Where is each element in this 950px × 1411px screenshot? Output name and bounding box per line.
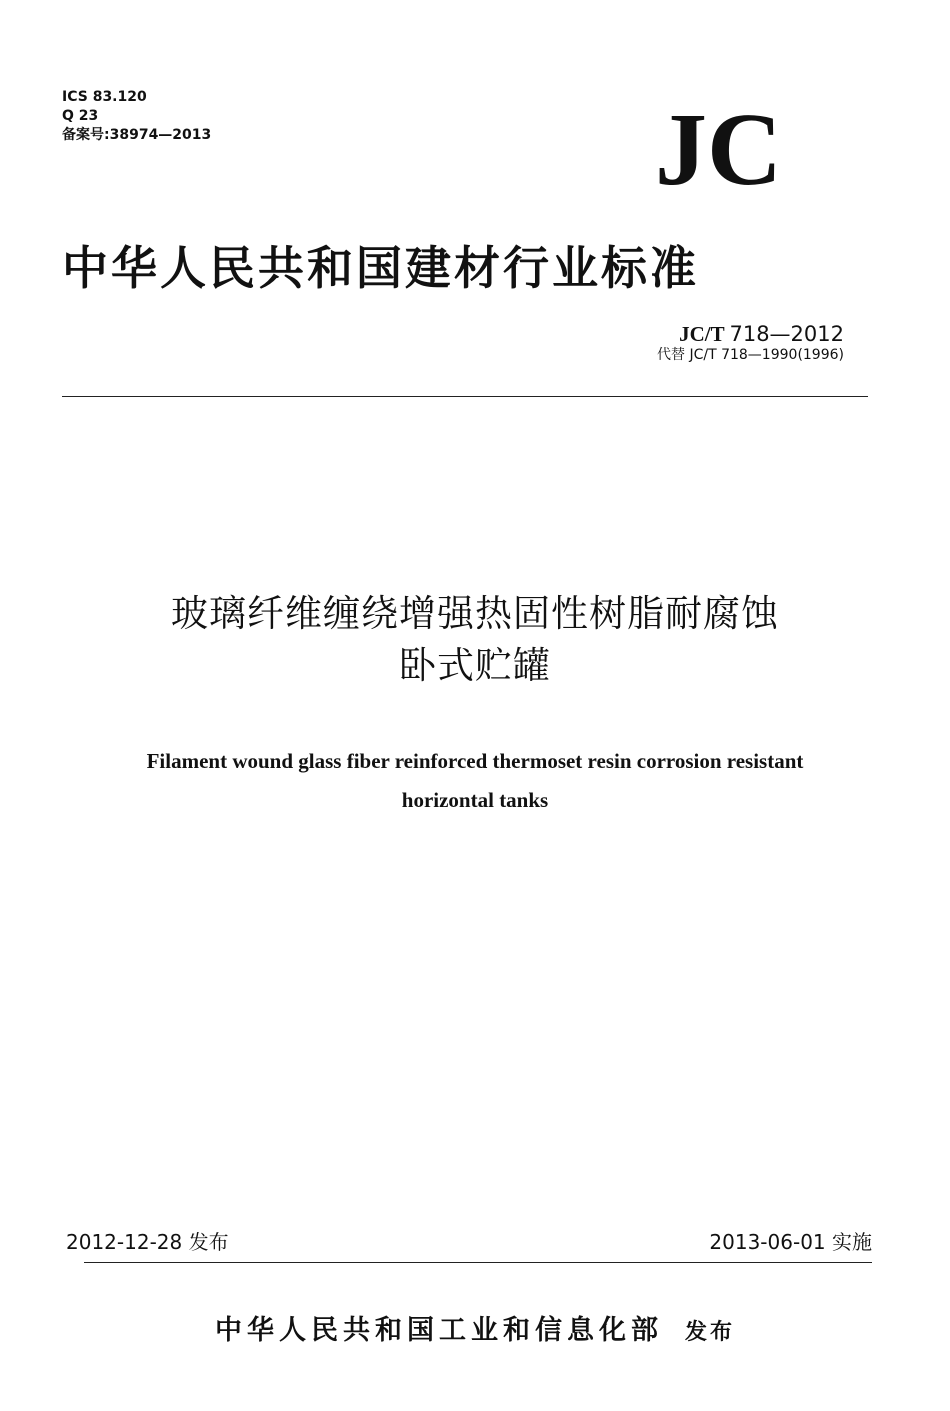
english-title-line-2: horizontal tanks <box>401 788 549 812</box>
standard-number <box>657 322 844 346</box>
record-number: 备案号:38974—2013 <box>62 127 212 143</box>
issue-date: 2012-12-28 发布 <box>66 1230 229 1254</box>
chinese-title-line-1: 玻璃纤维缠绕增强热固性树脂耐腐蚀 <box>171 592 779 635</box>
effective-date: 2013-06-01 实施 <box>709 1230 872 1254</box>
replaces-standard: 代替 JC/T 718—1990(1996) <box>657 347 844 363</box>
classification-codes <box>62 88 211 145</box>
english-title-line-1: Filament wound glass fiber reinforced thermoset resin corrosion resistant <box>146 749 804 773</box>
ccs-code: Q 23 <box>62 108 99 124</box>
standard-number-block <box>657 322 844 364</box>
issuer-suffix: 发布 <box>684 1319 735 1345</box>
issuer-name: 中华人民共和国工业和信息化部 <box>214 1315 663 1346</box>
footer-divider <box>84 1262 872 1263</box>
standard-prefix: JC/T <box>679 322 725 346</box>
chinese-title-line-2: 卧式贮罐 <box>399 644 551 687</box>
header-divider <box>62 396 868 397</box>
jc-logo <box>655 98 825 198</box>
issuing-authority <box>0 1308 950 1347</box>
industry-standard-title: 中华人民共和国建材行业标准 <box>62 241 699 295</box>
standard-code: 718—2012 <box>729 322 844 346</box>
english-title <box>60 742 890 820</box>
ics-code: ICS 83.120 <box>62 89 147 105</box>
chinese-title <box>0 588 950 692</box>
jc-logo-text: JC <box>655 98 783 198</box>
